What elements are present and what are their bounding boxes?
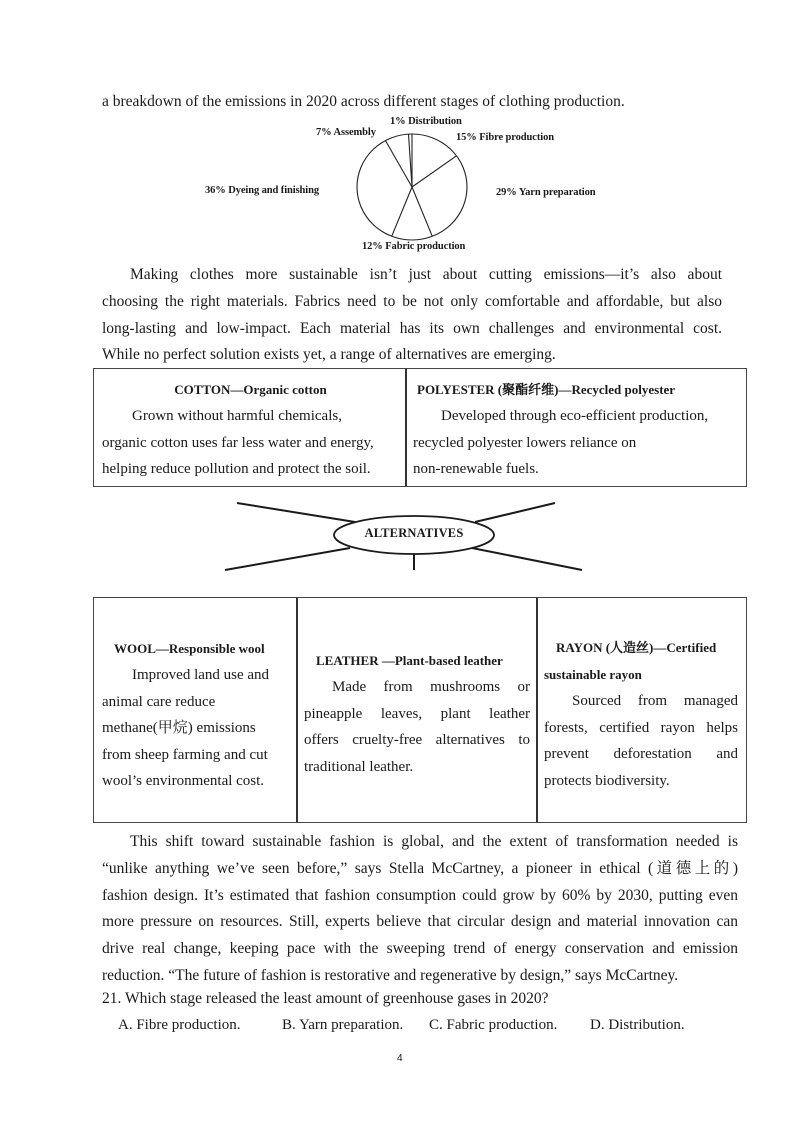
cell-polyester: [407, 369, 746, 486]
wool-line: from sheep farming and cut: [102, 746, 268, 763]
rayon-line: prevent deforestation and: [544, 746, 738, 762]
option-d[interactable]: D. Distribution.: [590, 1017, 685, 1033]
paragraph-line: drive real change, keeping pace with the sweeping trend of energy conservation and emission: [102, 940, 738, 958]
page-number: 4: [397, 1053, 403, 1064]
paragraph-line: “unlike anything we’ve seen before,” says Stella McCartney, a pioneer in ethical (道德上的): [102, 859, 738, 877]
intro-line: a breakdown of the emissions in 2020 across different stages of clothing production.: [102, 93, 625, 110]
cell-cotton: [94, 369, 405, 486]
wool-line: wool’s environmental cost.: [102, 773, 265, 789]
cotton-line: organic cotton uses far less water and energy,: [102, 434, 374, 451]
paragraph-line: reduction. “The future of fashion is restorative and regenerative by design,” says McCartney.: [102, 966, 679, 984]
option-a[interactable]: A. Fibre production.: [118, 1017, 241, 1033]
rayon-line: protects biodiversity.: [544, 772, 670, 789]
leather-line: traditional leather.: [304, 758, 414, 775]
paragraph-line: fashion design. It’s estimated that fashion consumption could grow by 60% by 2030, putting even: [102, 886, 738, 904]
question-21: 21. Which stage released the least amount of greenhouse gases in 2020?: [102, 990, 549, 1007]
wool-line: methane(甲烷) emissions: [102, 720, 256, 736]
pie-label-yarn: 29% Yarn preparation: [496, 187, 596, 198]
wool-line: animal care reduce: [102, 693, 216, 710]
emissions-pie-chart: [355, 132, 469, 242]
paragraph-materials: [102, 262, 722, 369]
rayon-line: Sourced from managed: [572, 693, 738, 709]
alternatives-diagram: [200, 490, 650, 580]
top-materials-table: [93, 368, 747, 487]
option-c[interactable]: C. Fabric production.: [429, 1017, 558, 1033]
pie-label-assembly: 7% Assembly: [316, 127, 376, 138]
bottom-materials-table: [93, 597, 747, 823]
cell-rayon: [538, 598, 746, 822]
alternatives-label: ALTERNATIVES: [364, 526, 464, 540]
leather-line: pineapple leaves, plant leather: [304, 705, 530, 722]
option-b[interactable]: B. Yarn preparation.: [282, 1017, 404, 1033]
polyester-line: Developed through eco-efficient production,: [441, 408, 709, 424]
pie-chart-graphic: [355, 132, 469, 242]
paragraph-line: more pressure on resources. Still, experts believe that circular design and material innovation can: [102, 913, 738, 931]
rayon-title-line2: sustainable rayon: [544, 667, 642, 682]
pie-label-fibre: 15% Fibre production: [456, 132, 554, 143]
wool-line: Improved land use and: [132, 667, 270, 683]
cotton-title: COTTON—Organic cotton: [174, 382, 327, 397]
leather-line: offers cruelty-free alternatives to: [304, 732, 530, 748]
paragraph-line: While no perfect solution exists yet, a range of alternatives are emerging.: [102, 346, 556, 364]
rayon-title-line1: RAYON (人造丝)—Certified: [556, 640, 717, 655]
paragraph-line: choosing the right materials. Fabrics need to be not only comfortable and affordable, but also: [102, 292, 722, 310]
paragraph-global-shift: [102, 829, 738, 990]
pie-label-fabric: 12% Fabric production: [362, 241, 466, 252]
polyester-line: non-renewable fuels.: [413, 461, 539, 477]
wool-title: WOOL—Responsible wool: [114, 641, 265, 656]
cell-leather: [298, 598, 536, 822]
paragraph-line: Making clothes more sustainable isn’t just about cutting emissions—it’s also about: [130, 266, 722, 283]
paragraph-line: This shift toward sustainable fashion is global, and the extent of transformation needed is: [130, 833, 738, 850]
pie-label-dyeing: 36% Dyeing and finishing: [205, 185, 320, 196]
leather-title: LEATHER —Plant-based leather: [316, 653, 503, 668]
cotton-line: Grown without harmful chemicals,: [132, 408, 342, 424]
rayon-line: forests, certified rayon helps: [544, 719, 738, 736]
leather-line: Made from mushrooms or: [332, 679, 530, 695]
cell-wool: [94, 598, 296, 822]
cotton-line: helping reduce pollution and protect the soil.: [102, 461, 371, 477]
polyester-title: POLYESTER (聚酯纤维)—Recycled polyester: [417, 382, 676, 397]
polyester-line: recycled polyester lowers reliance on: [413, 434, 637, 451]
pie-label-distribution: 1% Distribution: [390, 116, 462, 127]
paragraph-line: long-lasting and low-impact. Each material has its own challenges and environmental cost.: [102, 319, 722, 337]
